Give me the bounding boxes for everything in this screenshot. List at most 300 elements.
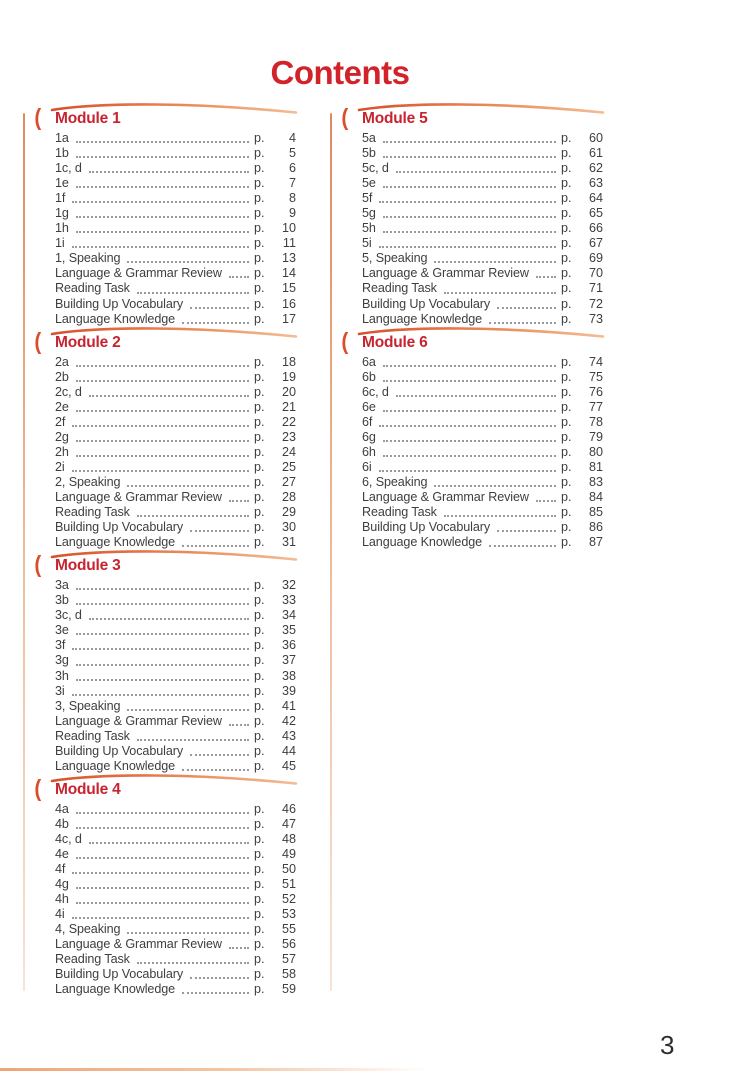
entry-page-number: 86 [588,520,603,535]
entry-label: 5h [362,221,376,236]
entry-page-number: 63 [588,176,603,191]
dot-leader [222,266,254,281]
entry-page-number: 46 [281,801,296,816]
dot-leader [222,490,254,505]
dot-leader [427,251,561,266]
entry-label: 1b [55,146,69,161]
page-abbrev-label: p. [561,505,572,520]
module-header [341,327,603,354]
dot-leader [69,146,254,161]
toc-entry [55,922,296,937]
entry-page-number: 44 [281,743,296,758]
entry-label: Building Up Vocabulary [55,743,184,758]
entry-label: 1c, d [55,161,82,176]
entry-page-number: 6 [288,161,296,176]
column-rule-left [23,113,25,991]
entry-label: 6c, d [362,384,389,399]
entry-label: 2e [55,399,69,414]
dot-leader [69,176,254,191]
module-bracket-icon: ( [341,327,349,354]
entry-label: 6b [362,369,376,384]
dot-leader [175,759,254,774]
page-abbrev-label: p. [561,490,572,505]
entry-label: 5e [362,176,376,191]
entry-label: 3i [55,683,65,698]
entry-page-number: 29 [281,505,296,520]
dot-leader [389,161,561,176]
entry-label: 3c, d [55,608,82,623]
toc-entry [55,623,296,638]
module-swoosh-arc-icon [353,102,608,126]
entry-label: 3g [55,653,69,668]
toc-entry [55,445,296,460]
entry-list [38,355,296,551]
entry-label: Reading Task [362,505,437,520]
toc-entry [362,131,603,146]
dot-leader [130,729,254,744]
toc-entry [55,593,296,608]
dot-leader [65,684,254,699]
entry-page-number: 69 [588,251,603,266]
module-section [341,104,603,327]
page-abbrev-label: p. [561,369,572,384]
entry-page-number: 70 [588,266,603,281]
toc-entry [55,430,296,445]
entry-label: 2, Speaking [55,474,121,489]
entry-label: 5f [362,191,373,206]
entry-page-number: 81 [588,459,603,474]
page-abbrev-label: p. [254,608,265,623]
page-abbrev-label: p. [254,831,265,846]
entry-page-number: 28 [281,490,296,505]
dot-leader [82,832,254,847]
entry-page-number: 74 [588,354,603,369]
dot-leader [130,952,254,967]
page-abbrev-label: p. [254,922,265,937]
entry-page-number: 77 [588,399,603,414]
toc-entry [55,832,296,847]
entry-label: 4g [55,877,69,892]
toc-entry [55,802,296,817]
page-abbrev-label: p. [561,535,572,550]
page-abbrev-label: p. [254,728,265,743]
entry-page-number: 71 [588,281,603,296]
entry-page-number: 84 [588,490,603,505]
entry-page-number: 38 [281,668,296,683]
toc-entry [362,520,603,535]
entry-page-number: 55 [281,922,296,937]
dot-leader [69,206,254,221]
dot-leader [222,937,254,952]
entry-label: 6h [362,444,376,459]
dot-leader [376,131,561,146]
dot-leader [130,281,254,296]
page-abbrev-label: p. [254,937,265,952]
entry-page-number: 33 [281,593,296,608]
toc-entry [362,297,603,312]
entry-label: Language & Grammar Review [362,490,529,505]
page-abbrev-label: p. [254,578,265,593]
entry-page-number: 50 [281,862,296,877]
entry-page-number: 10 [281,221,296,236]
toc-column-left [34,104,296,1002]
page-abbrev-label: p. [254,982,265,997]
entry-label: Building Up Vocabulary [55,520,184,535]
column-rule-center [330,113,332,991]
page-abbrev-label: p. [254,952,265,967]
entry-page-number: 11 [282,236,296,251]
entry-page-number: 48 [281,831,296,846]
entry-label: 6e [362,399,376,414]
toc-entry [55,817,296,832]
page-abbrev-label: p. [254,369,265,384]
entry-label: 5g [362,206,376,221]
toc-entry [55,505,296,520]
footer-rule [0,1068,428,1071]
dot-leader [69,430,254,445]
toc-entry [55,415,296,430]
toc-entry [55,221,296,236]
entry-list [345,355,603,551]
page-abbrev-label: p. [561,266,572,281]
entry-label: 1a [55,131,69,145]
entry-page-number: 53 [281,907,296,922]
entry-page-number: 60 [588,131,603,145]
dot-leader [372,191,561,206]
entry-page-number: 56 [281,937,296,952]
dot-leader [69,669,254,684]
dot-leader [65,236,254,251]
entry-page-number: 17 [281,311,296,326]
entry-label: 6i [362,459,372,474]
page-abbrev-label: p. [561,444,572,459]
dot-leader [183,297,254,312]
page-abbrev-label: p. [254,146,265,161]
page-abbrev-label: p. [254,816,265,831]
entry-page-number: 13 [281,251,296,266]
toc-entry [362,312,603,327]
page-abbrev-label: p. [254,683,265,698]
toc-entry [55,744,296,759]
page-abbrev-label: p. [561,161,572,176]
toc-entry [55,982,296,997]
dot-leader [175,312,254,327]
module-bracket-icon: ( [34,104,42,130]
page-abbrev-label: p. [254,311,265,326]
module-bracket-icon: ( [34,774,42,801]
toc-entry [55,862,296,877]
dot-leader [65,907,254,922]
toc-entry [55,131,296,146]
toc-entry [55,460,296,475]
toc-entry [362,460,603,475]
entry-page-number: 41 [281,698,296,713]
toc-entry [55,847,296,862]
entry-label: 4a [55,801,69,816]
entry-page-number: 14 [281,266,296,281]
page-abbrev-label: p. [254,161,265,176]
entry-label: 1i [55,236,65,251]
page-abbrev-label: p. [254,354,265,369]
entry-page-number: 66 [588,221,603,236]
toc-entry [55,907,296,922]
page-abbrev-label: p. [254,266,265,281]
entry-page-number: 62 [588,161,603,176]
entry-page-number: 80 [588,444,603,459]
module-swoosh-arc-icon [46,102,301,126]
toc-entry [55,490,296,505]
dot-leader [376,206,561,221]
entry-label: Language Knowledge [362,535,483,550]
dot-leader [69,131,254,146]
page-abbrev-label: p. [254,414,265,429]
entry-page-number: 18 [281,354,296,369]
entry-label: Reading Task [55,952,130,967]
toc-entry [55,952,296,967]
entry-page-number: 24 [281,444,296,459]
entry-label: 1f [55,191,66,206]
entry-label: Building Up Vocabulary [55,967,184,982]
toc-entry [362,281,603,296]
entry-label: 5, Speaking [362,251,428,266]
toc-entry [362,535,603,550]
entry-page-number: 23 [281,429,296,444]
page-abbrev-label: p. [254,907,265,922]
entry-label: Reading Task [55,728,130,743]
dot-leader [69,653,254,668]
dot-leader [120,251,254,266]
dot-leader [529,490,561,505]
dot-leader [65,638,254,653]
page-abbrev-label: p. [254,801,265,816]
entry-page-number: 27 [281,474,296,489]
page-abbrev-label: p. [254,698,265,713]
dot-leader [175,982,254,997]
page-abbrev-label: p. [254,520,265,535]
entry-label: 2a [55,354,69,369]
toc-entry [55,176,296,191]
entry-page-number: 64 [588,191,603,206]
page-abbrev-label: p. [254,653,265,668]
page-abbrev-label: p. [254,505,265,520]
entry-label: Language & Grammar Review [55,490,222,505]
toc-entry [55,669,296,684]
toc-entry [55,520,296,535]
dot-leader [376,146,561,161]
page-abbrev-label: p. [254,623,265,638]
entry-label: 5c, d [362,161,389,176]
entry-label: Building Up Vocabulary [362,296,491,311]
entry-page-number: 37 [281,653,296,668]
toc-entry [55,400,296,415]
entry-page-number: 16 [281,296,296,311]
toc-entry [55,161,296,176]
entry-label: 6a [362,354,376,369]
toc-entry [55,714,296,729]
toc-entry [362,430,603,445]
page-abbrev-label: p. [254,281,265,296]
entry-page-number: 76 [588,384,603,399]
module-header [34,551,296,578]
module-title: Module 5 [362,110,428,127]
dot-leader [376,430,561,445]
module-header [34,327,296,354]
entry-label: 4h [55,892,69,907]
toc-entry [55,638,296,653]
page-abbrev-label: p. [254,846,265,861]
toc-entry [362,161,603,176]
dot-leader [120,922,254,937]
entry-label: Language & Grammar Review [55,937,222,952]
toc-entry [55,892,296,907]
entry-page-number: 4 [288,131,296,145]
page-abbrev-label: p. [254,296,265,311]
entry-page-number: 9 [288,206,296,221]
toc-entry [55,281,296,296]
module-swoosh-arc-icon [353,326,608,350]
page-abbrev-label: p. [561,236,572,251]
entry-label: Reading Task [55,281,130,296]
entry-label: 3f [55,638,66,653]
page-abbrev-label: p. [254,535,265,550]
module-swoosh-arc-icon [46,773,301,797]
entry-label: 3, Speaking [55,698,121,713]
module-swoosh-arc-icon [46,549,301,573]
toc-entry [55,967,296,982]
page-abbrev-label: p. [561,459,572,474]
dot-leader [376,176,561,191]
toc-entry [55,729,296,744]
toc-entry [55,370,296,385]
entry-label: 4e [55,846,69,861]
entry-label: 3b [55,593,69,608]
module-title: Module 1 [55,110,121,127]
page-abbrev-label: p. [254,221,265,236]
page-abbrev-label: p. [254,399,265,414]
entry-label: 2g [55,429,69,444]
entry-page-number: 21 [281,399,296,414]
entry-label: 4b [55,816,69,831]
dot-leader [69,593,254,608]
page-abbrev-label: p. [254,191,265,206]
page-abbrev-label: p. [561,354,572,369]
entry-label: 1h [55,221,69,236]
page-abbrev-label: p. [254,131,265,145]
dot-leader [376,221,561,236]
toc-entry [55,236,296,251]
page-abbrev-label: p. [561,176,572,191]
page-abbrev-label: p. [254,713,265,728]
entry-page-number: 52 [281,892,296,907]
dot-leader [376,400,561,415]
dot-leader [65,862,254,877]
dot-leader [222,714,254,729]
dot-leader [183,967,254,982]
dot-leader [69,355,254,370]
module-bracket-icon: ( [34,327,42,354]
toc-entry [362,266,603,281]
entry-list [38,802,296,998]
module-section [34,104,296,327]
entry-page-number: 57 [281,952,296,967]
page-abbrev-label: p. [561,429,572,444]
toc-entry [55,653,296,668]
entry-label: Building Up Vocabulary [55,296,184,311]
entry-page-number: 85 [588,505,603,520]
page-abbrev-label: p. [254,459,265,474]
entry-page-number: 32 [281,578,296,593]
entry-page-number: 87 [588,535,603,550]
entry-page-number: 51 [281,877,296,892]
entry-label: Language Knowledge [55,982,176,997]
toc-entry [55,206,296,221]
entry-page-number: 42 [281,713,296,728]
entry-label: 4i [55,907,65,922]
entry-page-number: 30 [281,520,296,535]
entry-label: 4f [55,862,66,877]
page-abbrev-label: p. [254,474,265,489]
dot-leader [65,460,254,475]
dot-leader [175,535,254,550]
entry-label: Language & Grammar Review [362,266,529,281]
entry-list [38,578,296,774]
module-section [34,551,296,774]
toc-entry [362,176,603,191]
toc-entry [55,877,296,892]
entry-page-number: 65 [588,206,603,221]
entry-page-number: 59 [281,982,296,997]
dot-leader [82,161,254,176]
dot-leader [120,699,254,714]
entry-page-number: 73 [588,311,603,326]
toc-entry [55,312,296,327]
page-abbrev-label: p. [254,593,265,608]
toc-entry [55,684,296,699]
dot-leader [376,370,561,385]
module-title: Module 4 [55,780,121,798]
page-abbrev-label: p. [254,176,265,191]
entry-page-number: 25 [281,459,296,474]
toc-entry [362,236,603,251]
entry-page-number: 49 [281,846,296,861]
entry-list [38,131,296,327]
page-abbrev-label: p. [254,490,265,505]
toc-entry [55,937,296,952]
entry-page-number: 36 [281,638,296,653]
entry-page-number: 39 [281,683,296,698]
entry-label: Reading Task [362,281,437,296]
entry-label: Reading Task [55,505,130,520]
dot-leader [69,623,254,638]
dot-leader [183,744,254,759]
dot-leader [427,475,561,490]
entry-label: 2b [55,369,69,384]
module-section [34,774,296,998]
page-title: Contents [270,54,410,91]
toc-entry [362,206,603,221]
toc-entry [55,608,296,623]
module-section [34,327,296,551]
entry-list [345,131,603,327]
entry-page-number: 15 [281,281,296,296]
entry-page-number: 8 [288,191,296,206]
entry-label: Language Knowledge [55,311,176,326]
page-number: 3 [660,1030,675,1060]
page-abbrev-label: p. [561,131,572,145]
toc-entry [55,578,296,593]
dot-leader [130,505,254,520]
entry-page-number: 22 [281,414,296,429]
